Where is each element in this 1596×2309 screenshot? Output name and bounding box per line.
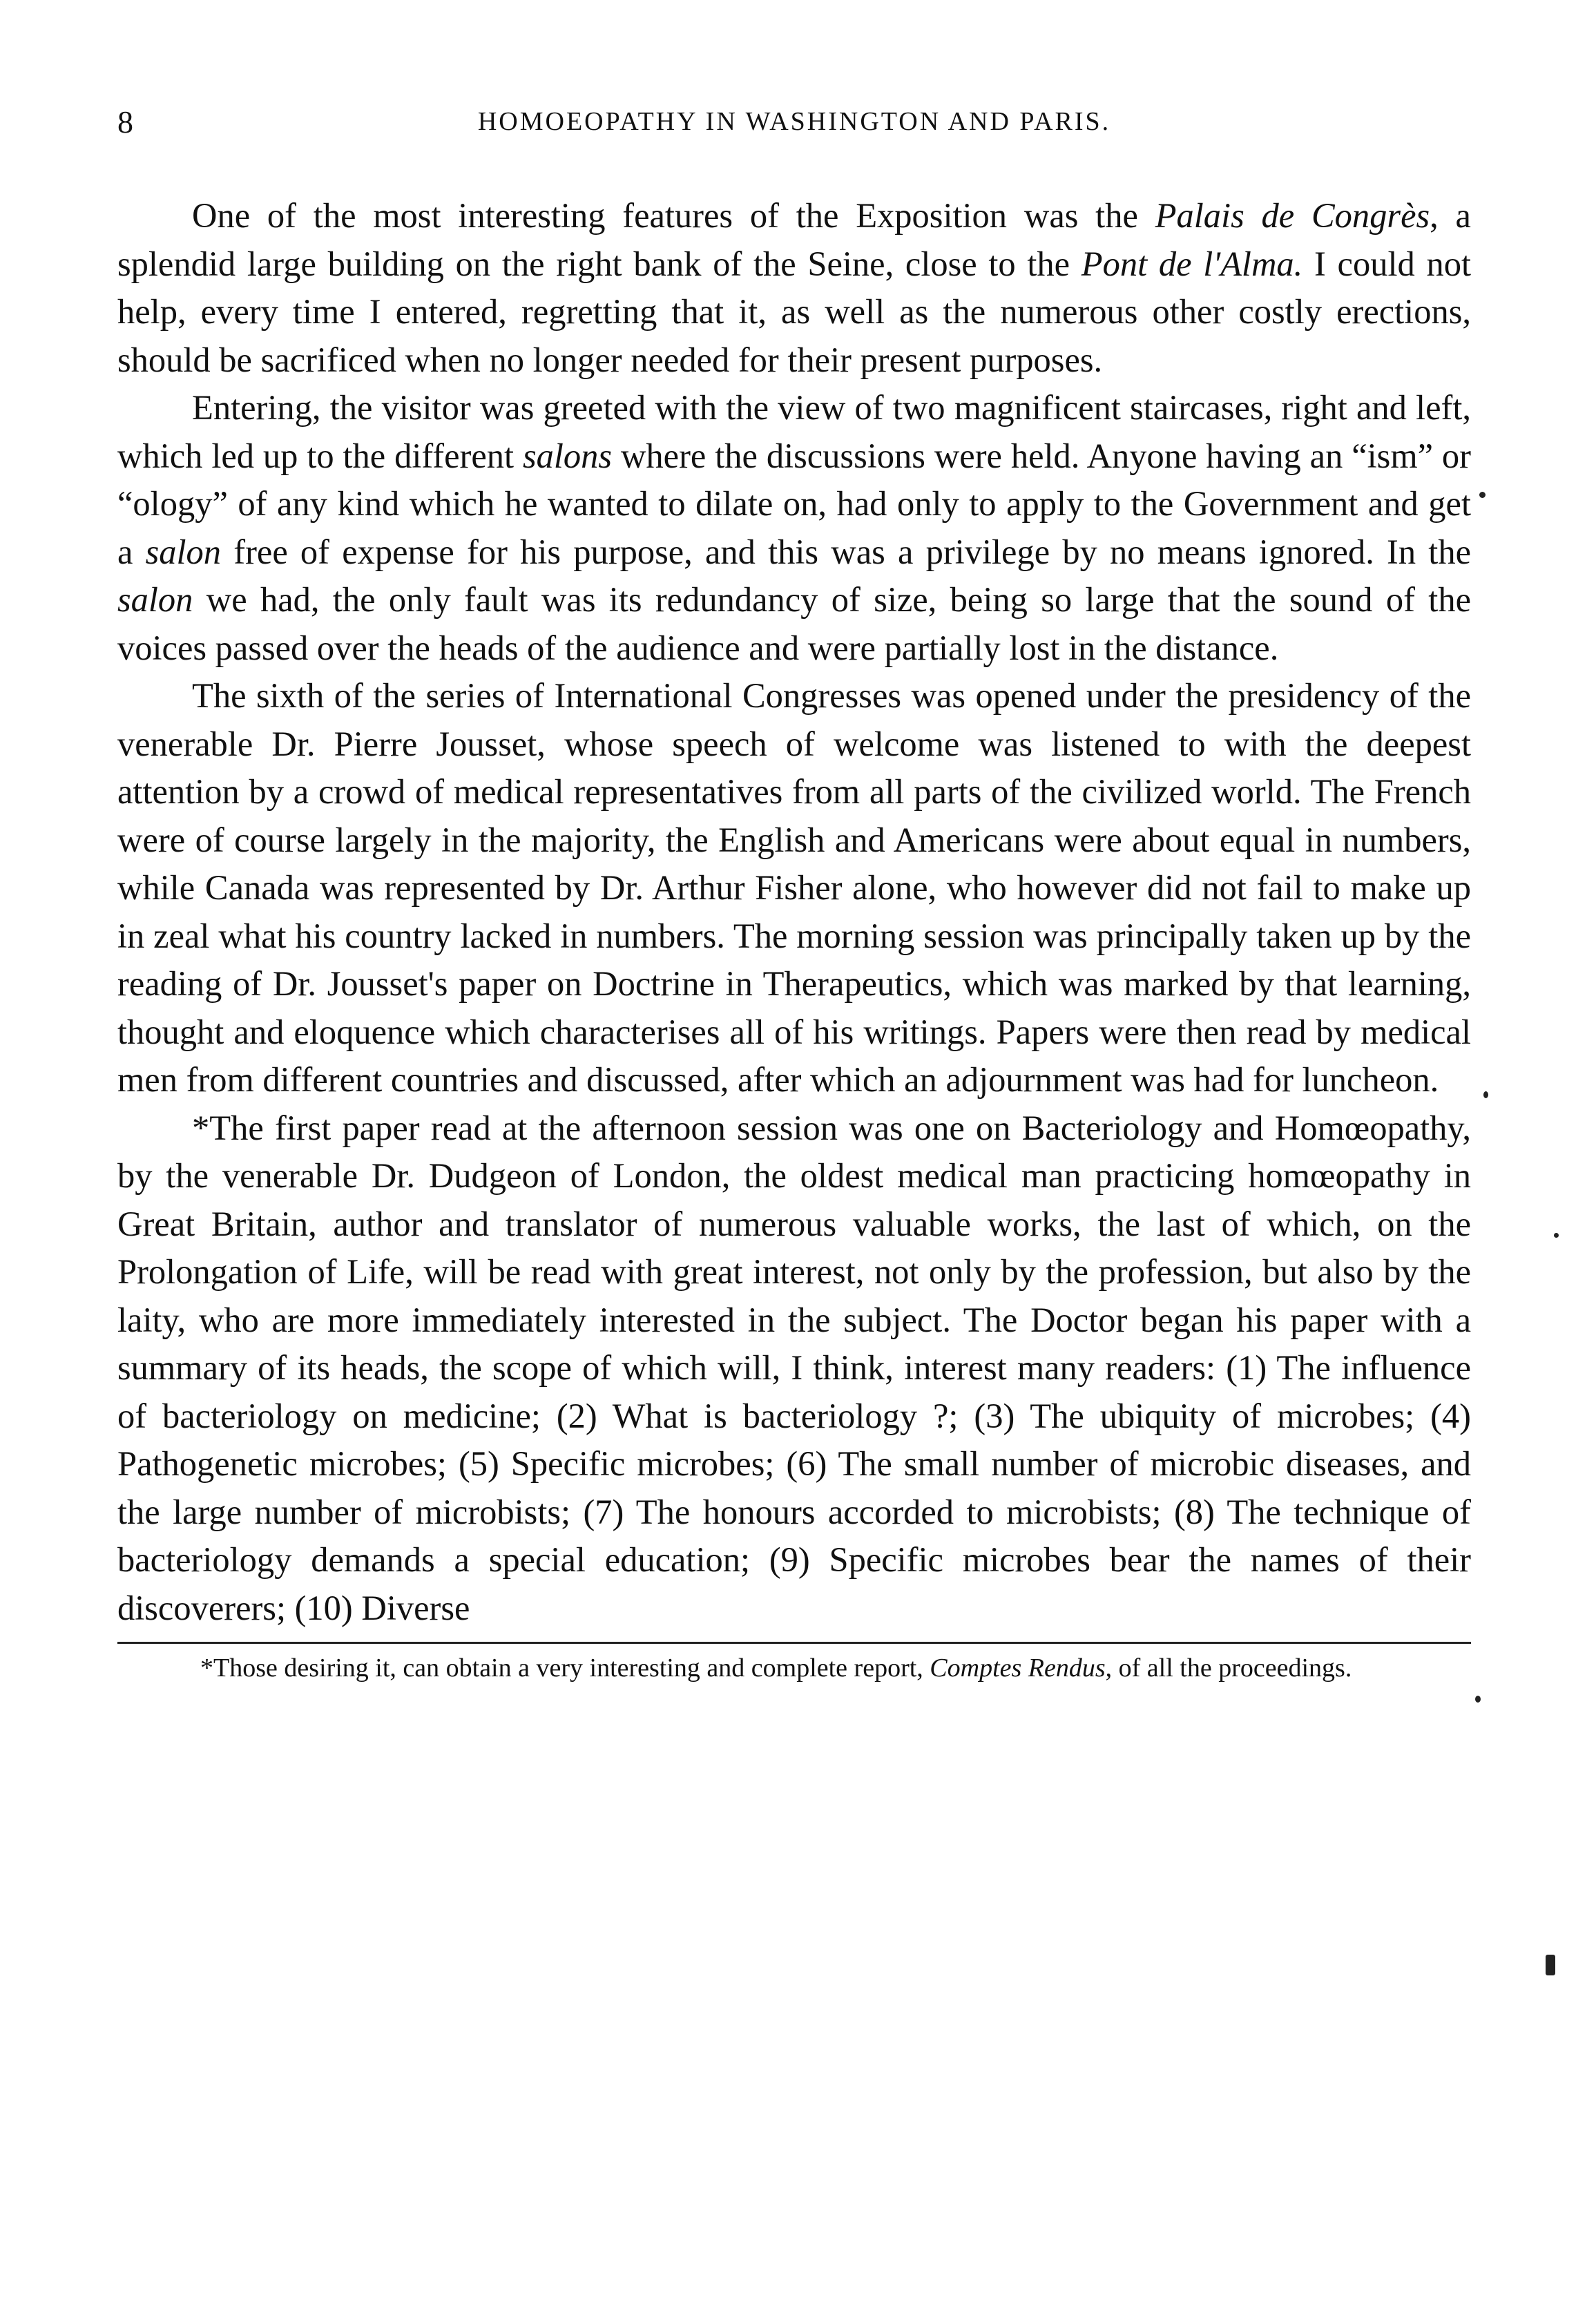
paragraph-1 <box>117 192 1471 384</box>
margin-speck <box>1554 1233 1559 1238</box>
running-head: HOMOEOPATHY IN WASHINGTON AND PARIS. <box>477 107 1111 136</box>
text-run: The sixth of the series of International Congresses was opened under the presidency of the venerable Dr. Pierre Jousset, whose speech of welcome was listened to with the deepest attention by a crowd of medical representatives from all parts of the civilized world. The French were of course largely in the majority, the English and Americans were about equal in numbers, while Canada was represented by Dr. Arthur Fisher alone, who however did not fail to make up in zeal what his country lacked in numbers. The morning session was principally taken up by the reading of Dr. Jousset's paper on Doctrine in Therapeutics, which was marked by that learning, thought and eloquence which characterises all of his writings. Papers were then read by medical men from different countries and discussed, after which an adjournment was had for luncheon. <box>117 676 1471 1099</box>
text-run: One of the most interesting features of the Exposition was the <box>192 196 1155 235</box>
italic-text: salon <box>145 532 222 571</box>
margin-speck <box>1475 1696 1481 1703</box>
body-text <box>117 192 1471 1632</box>
italic-text: salon <box>117 580 193 619</box>
text-run: I could not help, every time I entered, regretting that it, as well as the numerous other costly erections, should be sacrificed when no longer needed for their present purposes. <box>117 244 1471 379</box>
footnote <box>117 1651 1471 1685</box>
text-run: , of all the proceedings. <box>1105 1654 1352 1683</box>
italic-text: Palais de Congrès <box>1155 196 1430 235</box>
paragraph-2 <box>117 384 1471 672</box>
margin-speck <box>1483 1091 1488 1098</box>
margin-speck <box>1546 1955 1555 1975</box>
text-run: *The first paper read at the afternoon session was one on Bacteriology and Homœopathy, by the venerable Dr. Dudgeon of London, the oldest medical man practicing homœopathy in Great Britain, author and translator of numerous valuable works, the last of which, on the Prolongation of Life, will be read with great interest, not only by the profession, but also by the laity, who are more immediately interested in the subject. The Doctor began his paper with a summary of its heads, the scope of which will, I think, interest many readers: (1) The influence of bacteriology on medicine; (2) What is bacteriology ?; (3) The ubiquity of microbes; (4) Pathogenetic microbes; (5) Specific microbes; (6) The small number of microbic diseases, and the large number of microbists; (7) The honours accorded to microbists; (8) The technique of bacteriology demands a special education; (9) Specific microbes bear the names of their discoverers; (10) Diverse <box>117 1108 1471 1627</box>
page-header <box>117 104 1471 159</box>
text-run: Entering, the visitor was greeted with the view of two magnificent staircases, right and left, which led up to the different <box>117 388 1471 475</box>
paragraph-4 <box>117 1104 1471 1633</box>
text-run: *Those desiring it, can obtain a very interesting and complete report, <box>200 1654 930 1683</box>
italic-text: salons <box>522 436 613 475</box>
text-run: , a splendid large building on the right bank of the Seine, close to the <box>117 196 1471 283</box>
margin-speck <box>1479 492 1486 498</box>
text-run: where the discussions were held. Anyone having an “ism” or “ology” of any kind which he wanted to dilate on, had only to apply to the Government and get a <box>117 436 1471 571</box>
paragraph-3 <box>117 672 1471 1104</box>
text-run: free of expense for his purpose, and this was a privilege by no means ignored. In the <box>221 532 1471 571</box>
italic-text: Pont de l'Alma. <box>1081 244 1303 283</box>
book-page <box>117 104 1471 1685</box>
footnote-rule <box>117 1642 1471 1644</box>
text-run: we had, the only fault was its redundancy of size, being so large that the sound of the voices passed over the heads of the audience and were partially lost in the distance. <box>117 580 1471 667</box>
italic-text: Comptes Rendus <box>930 1654 1106 1683</box>
page-number: 8 <box>117 104 133 140</box>
